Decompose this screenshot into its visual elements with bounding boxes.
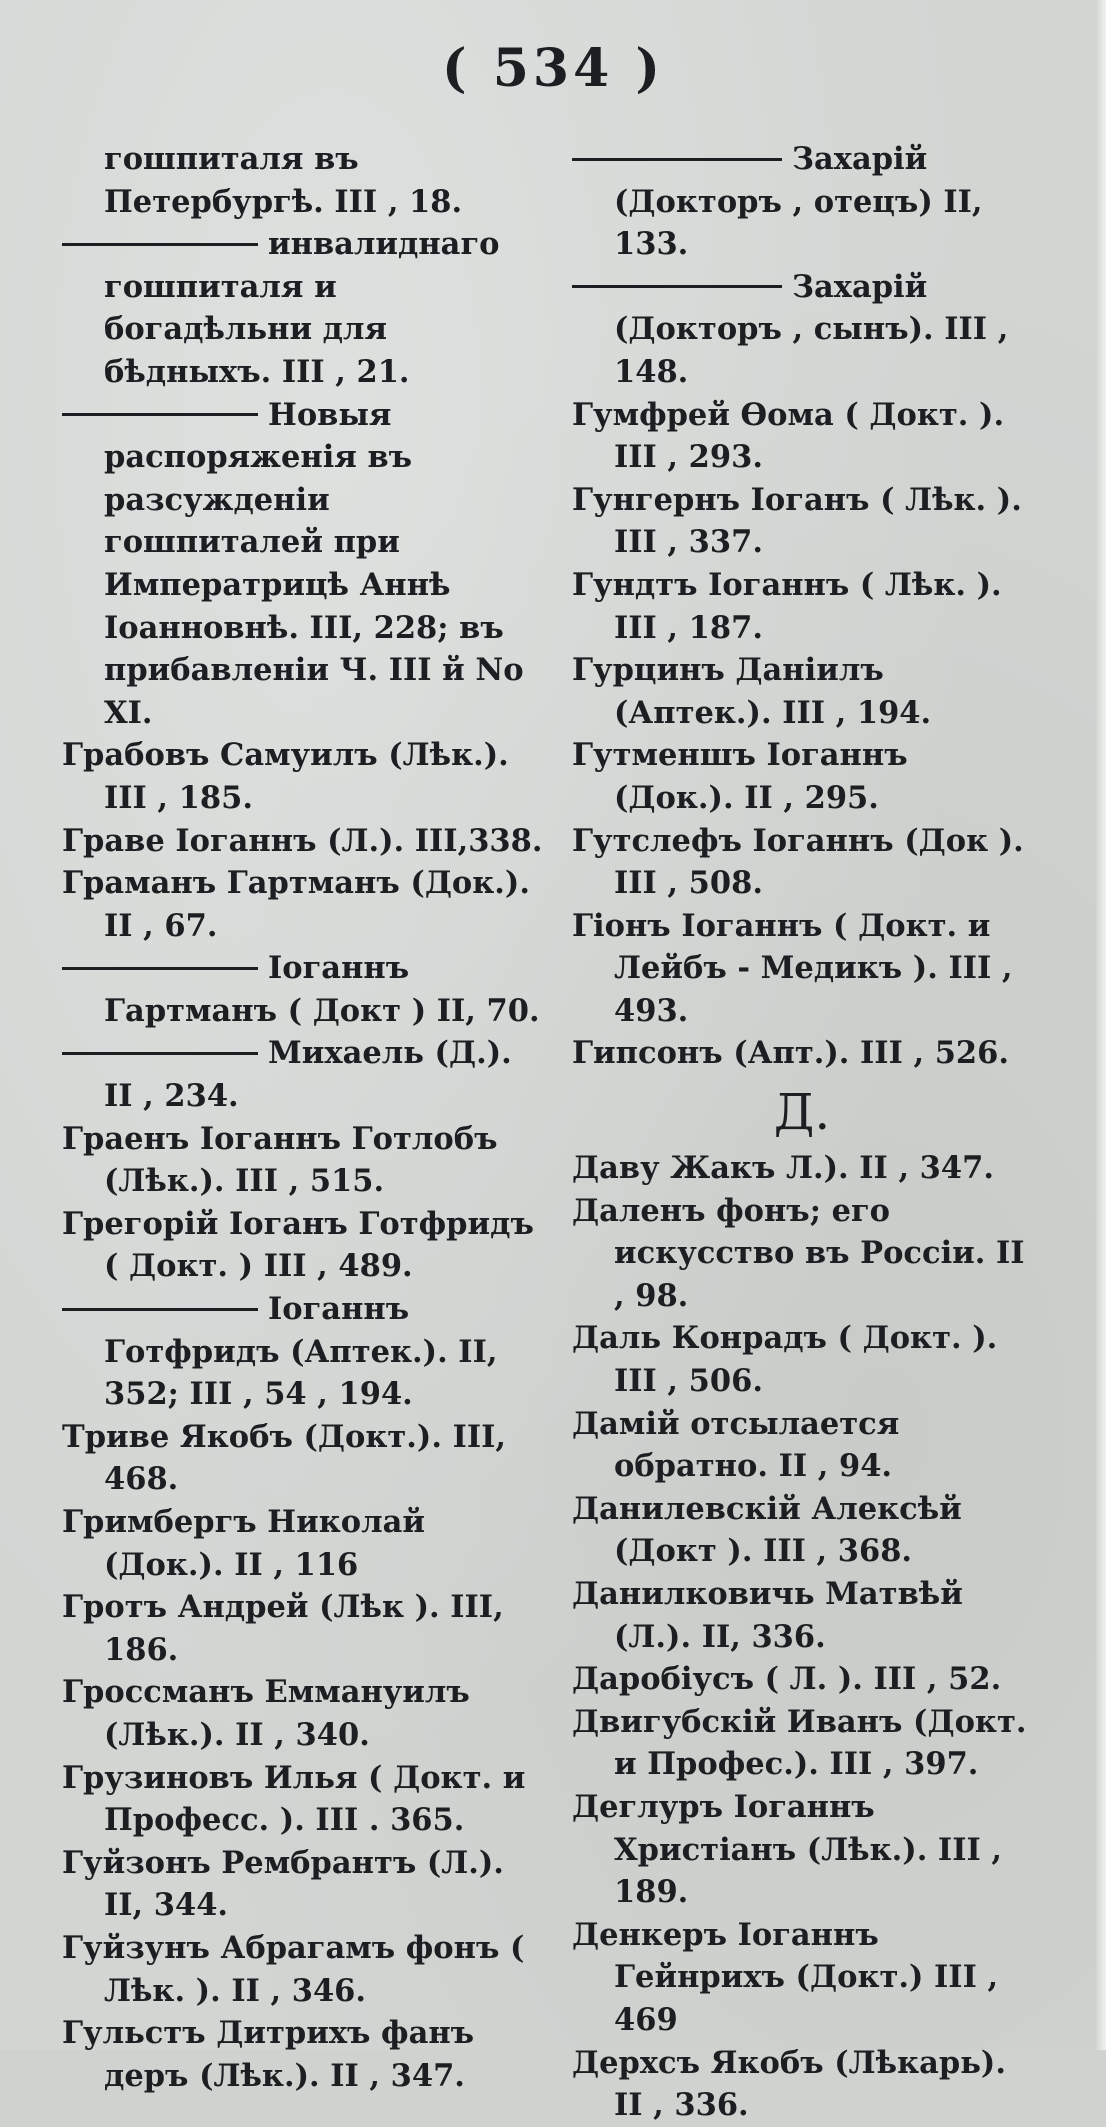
index-entry: Захарій (Докторъ , сынъ). III , 148.: [572, 266, 1032, 394]
ditto-rule: [572, 158, 782, 161]
index-entry: гошпиталя въ Петербургѣ. III , 18.: [104, 141, 463, 220]
index-entry: Гурцинъ Даніилъ (Аптек.). III , 194.: [572, 652, 932, 731]
page-edge: [1096, 0, 1106, 2050]
index-entry: Даленъ фонъ; его искусство въ Россіи. II , 98.: [572, 1192, 1025, 1314]
ditto-rule: [62, 243, 258, 246]
index-entry: инвалиднаго гошпиталя и богадѣльни для бѣдныхъ. III , 21.: [62, 223, 548, 393]
index-entry: Гуйзонъ Рембрантъ (Л.). II, 344.: [62, 1844, 504, 1924]
index-entry: Гундтъ Іоганнъ ( Лѣк. ). III , 187.: [572, 566, 1002, 646]
index-entry: Денкеръ Іоганнъ Гейнрихъ (Докт.) III , 469: [572, 1916, 999, 2038]
index-entry: Грегорій Іоганъ Готфридъ ( Докт. ) III , 489.: [62, 1205, 534, 1285]
index-entry: Даву Жакъ Л.). II , 347.: [572, 1150, 994, 1187]
page-number: ( 534 ): [442, 38, 664, 99]
index-entry: Захарій (Докторъ , отецъ) II, 133.: [572, 138, 1032, 266]
right-column: [572, 138, 1032, 2127]
index-entry: Новыя распоряженія въ разсужденіи гошпиталей при Императрицѣ Аннѣ Іоанновнѣ. III, 228; въ прибавленіи Ч. III й No XI.: [62, 394, 548, 735]
index-entry: Гумфрей Ѳома ( Докт. ). III , 293.: [572, 396, 1005, 476]
index-entry: Триве Якобъ (Докт.). III, 468.: [62, 1418, 507, 1498]
index-entry: Гримбергъ Николай (Док.). II , 116: [62, 1504, 425, 1583]
left-column: [62, 138, 548, 2097]
index-entry: Граманъ Гартманъ (Док.). II , 67.: [62, 865, 530, 944]
index-entry: Данилевскій Алексѣй (Докт ). III , 368.: [572, 1490, 962, 1570]
index-entry: Іоганнъ Готфридъ (Аптек.). II, 352; III , 54 , 194.: [62, 1288, 548, 1416]
index-entry: Іоганнъ Гартманъ ( Докт ) II, 70.: [62, 947, 548, 1032]
index-entry: Михаель (Д.). II , 234.: [62, 1032, 548, 1117]
index-entry: Двигубскій Иванъ (Докт. и Профес.). III , 397.: [572, 1703, 1027, 1783]
index-entry: Гутменшъ Іоганнъ (Док.). II , 295.: [572, 737, 908, 816]
ditto-rule: [572, 285, 782, 288]
index-entry: Гіонъ Іоганнъ ( Докт. и Лейбъ - Медикъ ). III , 493.: [572, 907, 1013, 1029]
index-entry: Дамій отсылается обратно. II , 94.: [572, 1405, 900, 1485]
ditto-rule: [62, 413, 258, 416]
index-entry: Гроссманъ Еммануилъ (Лѣк.). II , 340.: [62, 1674, 470, 1753]
index-entry: Грабовъ Самуилъ (Лѣк.). III , 185.: [62, 737, 509, 816]
section-heading: Д.: [773, 1083, 831, 1142]
ditto-rule: [62, 1308, 258, 1311]
index-entry: Дерхсъ Якобъ (Лѣкарь). II , 336.: [572, 2044, 1006, 2124]
index-entry: Гуйзунъ Абрагамъ фонъ ( Лѣк. ). II , 346.: [62, 1929, 525, 2009]
index-entry: Даль Конрадъ ( Докт. ). III , 506.: [572, 1320, 998, 1400]
index-entry: Гульстъ Дитрихъ фанъ деръ (Лѣк.). II , 347.: [62, 2015, 475, 2094]
index-entry: Данилковичь Матвѣй (Л.). II, 336.: [572, 1576, 963, 1655]
index-entry: Гипсонъ (Апт.). III , 526.: [572, 1035, 1009, 1072]
index-entry: Граенъ Іоганнъ Готлобъ (Лѣк.). III , 515.: [62, 1120, 498, 1200]
index-entry: Грузиновъ Илья ( Докт. и Професс. ). III . 365.: [62, 1759, 526, 1839]
index-entry: Даробіусъ ( Л. ). III , 52.: [572, 1661, 1002, 1698]
index-entry: Гутслефъ Іоганнъ (Док ). III , 508.: [572, 822, 1024, 902]
index-entry: Гротъ Андрей (Лѣк ). III, 186.: [62, 1589, 504, 1668]
ditto-rule: [62, 1052, 258, 1055]
index-entry: Гунгернъ Іоганъ ( Лѣк. ). III , 337.: [572, 481, 1022, 561]
index-entry: Деглуръ Іоганнъ Христіанъ (Лѣк.). III , 189.: [572, 1788, 1002, 1911]
ditto-rule: [62, 967, 258, 970]
index-entry: Граве Іоганнъ (Л.). III,338.: [62, 822, 543, 859]
